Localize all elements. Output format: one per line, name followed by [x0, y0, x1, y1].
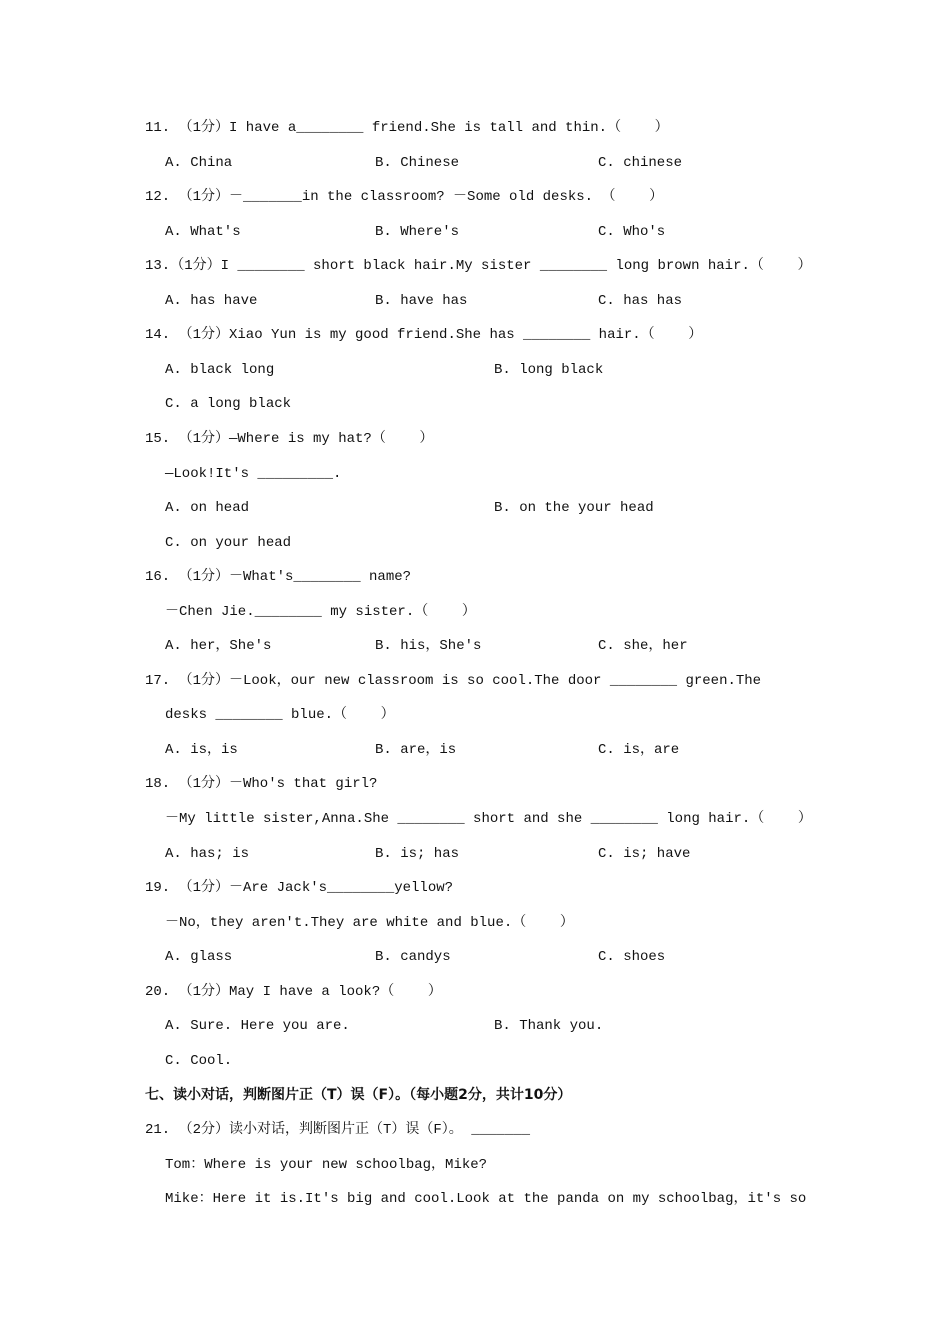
- answer-option: B. have has: [375, 292, 468, 309]
- answer-option: A. has have: [165, 292, 258, 309]
- question-text: [0, 705, 950, 725]
- question-text: [0, 1155, 950, 1175]
- answer-options-row: [0, 222, 950, 242]
- question-stem: [0, 325, 950, 345]
- text-segment: 11. （1分）I have a________ friend.She is tall and thin.（ ）: [145, 120, 669, 136]
- question-stem: [0, 567, 950, 587]
- text-segment: 12. （1分）－_______in the classroom? －Some old desks. （ ）: [145, 189, 664, 206]
- text-segment: 13.（1分）I ________ short black hair.My sister ________ long brown hair.（ ）: [145, 258, 812, 275]
- question-text: [0, 913, 950, 933]
- answer-option: A. has; is: [165, 845, 250, 862]
- answer-options-row: [0, 533, 950, 553]
- answer-option: A. Sure. Here you are.: [165, 1018, 350, 1035]
- answer-options-row: [0, 498, 950, 518]
- text-segment: Mike：Here it is.It's big and cool.Look at the panda on my schoolbag，it's so: [165, 1191, 807, 1208]
- answer-option: C. chinese: [598, 154, 683, 171]
- text-segment: —Look!It's _________.: [165, 465, 342, 482]
- question-text: [0, 1189, 950, 1209]
- answer-options-row: [0, 947, 950, 967]
- answer-option: A. glass: [165, 949, 233, 966]
- text-segment: －No，they aren't.They are white and blue.（ ）: [165, 914, 574, 931]
- answer-option: C. she，her: [598, 638, 688, 655]
- answer-option: C. has has: [598, 292, 683, 309]
- answer-option: B. Thank you.: [494, 1018, 604, 1035]
- question-text: [0, 809, 950, 829]
- answer-option: B. Chinese: [375, 154, 460, 171]
- answer-option: B. on the your head: [494, 500, 654, 517]
- text-segment: Tom：Where is your new schoolbag，Mike?: [165, 1156, 488, 1173]
- answer-option: B. long black: [494, 361, 604, 378]
- answer-option: C. Who's: [598, 223, 666, 240]
- question-stem: [0, 982, 950, 1002]
- answer-option: C. is; have: [598, 845, 691, 862]
- question-stem: [0, 429, 950, 449]
- text-segment: －Chen Jie.________ my sister.（ ）: [165, 603, 476, 620]
- text-segment: 14. （1分）Xiao Yun is my good friend.She has ________ hair.（ ）: [145, 327, 703, 344]
- answer-option: A. on head: [165, 500, 250, 517]
- text-segment: 15. （1分）—Where is my hat?（ ）: [145, 430, 434, 447]
- text-segment: 七、读小对话，判断图片正（T）误（F）。（每小题2分，共计10分）: [145, 1087, 572, 1104]
- answer-option: A. China: [165, 154, 233, 171]
- answer-option: C. Cool.: [165, 1052, 233, 1069]
- answer-option: B. Where's: [375, 223, 460, 240]
- question-stem: [0, 118, 950, 138]
- question-stem: [0, 256, 950, 276]
- answer-options-row: [0, 394, 950, 414]
- text-segment: 19. （1分）－Are Jack's________yellow?: [145, 880, 454, 897]
- question-stem: [0, 671, 950, 691]
- answer-options-row: [0, 636, 950, 656]
- text-segment: 21. （2分）读小对话，判断图片正（T）误（F）。 _______: [145, 1121, 531, 1138]
- answer-options-row: [0, 1016, 950, 1036]
- answer-option: B. candys: [375, 949, 451, 966]
- answer-option: B. is; has: [375, 845, 460, 862]
- answer-option: A. is，is: [165, 741, 238, 758]
- answer-options-row: [0, 1051, 950, 1071]
- answer-option: C. a long black: [165, 396, 292, 413]
- answer-option: A. black long: [165, 361, 275, 378]
- text-segment: 18. （1分）－Who's that girl?: [145, 776, 378, 793]
- text-segment: 20. （1分）May I have a look?（ ）: [145, 983, 442, 1000]
- question-stem: [0, 774, 950, 794]
- question-text: [0, 602, 950, 622]
- answer-option: C. on your head: [165, 534, 292, 551]
- text-segment: 17. （1分）－Look，our new classroom is so cool.The door ________ green.The: [145, 672, 762, 689]
- text-segment: 16. （1分）－What's________ name?: [145, 569, 412, 586]
- answer-options-row: [0, 740, 950, 760]
- question-stem: [0, 187, 950, 207]
- question-text: [0, 464, 950, 484]
- answer-options-row: [0, 153, 950, 173]
- answer-options-row: [0, 291, 950, 311]
- text-segment: －My little sister,Anna.She ________ short and she ________ long hair.（ ）: [165, 811, 812, 827]
- answer-options-row: [0, 360, 950, 380]
- answer-option: B. his，She's: [375, 638, 482, 655]
- section-heading: [0, 1085, 950, 1105]
- text-segment: desks ________ blue.（ ）: [165, 707, 395, 724]
- answer-option: A. What's: [165, 223, 241, 240]
- question-stem: [0, 1120, 950, 1140]
- question-stem: [0, 878, 950, 898]
- answer-option: A. her，She's: [165, 638, 272, 655]
- answer-option: C. shoes: [598, 949, 666, 966]
- answer-option: C. is，are: [598, 741, 680, 758]
- answer-option: B. are，is: [375, 741, 457, 758]
- answer-options-row: [0, 844, 950, 864]
